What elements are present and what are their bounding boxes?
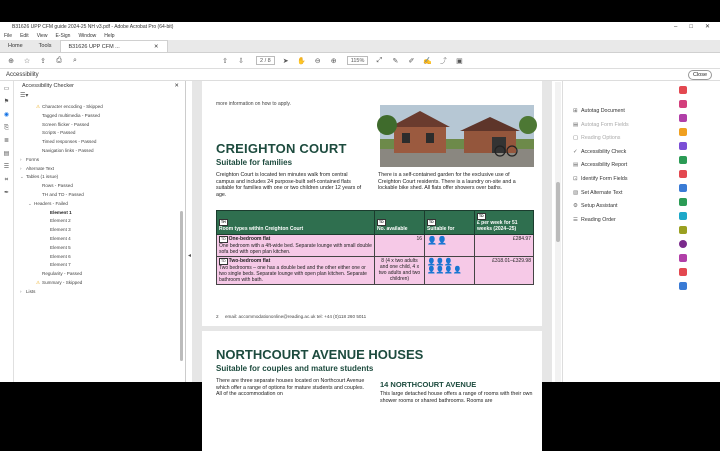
comment-tool-icon[interactable] <box>679 128 687 136</box>
maximize-icon[interactable]: □ <box>689 24 693 30</box>
pdf-page-3 <box>202 331 542 451</box>
section-heading-northcourt: NORTHCOURT AVENUE HOUSES <box>216 347 424 362</box>
alt-text-icon: ▧ <box>573 189 579 196</box>
checker-tree <box>14 103 186 297</box>
checker-tree-item[interactable] <box>14 279 186 288</box>
checker-tree-item[interactable] <box>14 173 186 182</box>
room-type-title: Two-bedroom flat <box>228 258 271 264</box>
context-bar <box>0 69 720 81</box>
table-cell <box>475 235 534 257</box>
status-icon: ⚠ <box>36 104 41 109</box>
table-row <box>217 257 534 285</box>
right-tools-rail <box>676 81 690 382</box>
tab-document[interactable] <box>60 40 168 52</box>
tag-label: TH <box>221 220 226 224</box>
checker-title: Accessibility Checker <box>22 83 74 89</box>
star-icon[interactable]: ☆ <box>23 57 31 65</box>
tag-label: TD <box>379 220 384 224</box>
context-title: Accessibility <box>6 72 39 78</box>
scrollbar-thumb[interactable] <box>556 182 560 242</box>
tool-set-alternate-text[interactable] <box>563 187 672 201</box>
checker-tree-item[interactable] <box>14 200 186 209</box>
form-fields-icon: ▤ <box>573 121 579 128</box>
bookmarks-icon[interactable]: ⚑ <box>3 99 10 105</box>
tag-label: TD <box>429 220 434 224</box>
checker-item-label: Element 1 <box>50 209 72 215</box>
checker-tree-item[interactable] <box>14 129 186 138</box>
attachments-icon[interactable]: ⎘ <box>4 125 9 131</box>
checker-item-label: Regularity - Passed <box>42 271 83 277</box>
create-pdf-icon[interactable] <box>679 100 687 108</box>
autotag-icon: ⊞ <box>573 108 578 114</box>
tool-label: Autotag Document <box>581 108 625 114</box>
pointer-icon[interactable]: ➤ <box>282 57 289 65</box>
checker-tree-item[interactable] <box>14 261 186 270</box>
tool-label: Setup Assistant <box>581 203 618 210</box>
scan-icon[interactable] <box>679 198 687 206</box>
tool-label: Autotag Form Fields <box>581 121 629 128</box>
checker-tree-item[interactable] <box>14 112 186 121</box>
status-icon: ⚠ <box>36 279 41 285</box>
checker-tree-item[interactable] <box>14 288 186 297</box>
table-cell <box>217 235 375 257</box>
edit-pdf-icon[interactable] <box>679 114 687 122</box>
table-cell <box>217 257 375 285</box>
left-nav-rail <box>0 81 14 382</box>
page-thumbnails-icon[interactable]: ▭ <box>3 86 10 92</box>
checker-item-label: Scripts - Passed <box>42 130 76 136</box>
combine-icon[interactable] <box>679 142 687 150</box>
checker-item-label: TH and TD - Passed <box>42 191 84 197</box>
table-header-text: £ per week for 51 weeks (2024–25) <box>477 220 518 232</box>
section-subheading-northcourt: Suitable for couples and mature students <box>216 364 374 373</box>
subsection-heading-14-northcourt: 14 NORTHCOURT AVENUE <box>380 380 477 389</box>
checker-tree-item[interactable] <box>14 156 186 165</box>
panel-close-icon[interactable]: ✕ <box>174 83 179 89</box>
options-menu-icon[interactable]: ☰▾ <box>20 93 29 99</box>
comment-icon[interactable]: ✎ <box>392 57 399 65</box>
checker-tree-item[interactable] <box>14 147 186 156</box>
northcourt-description: There are three separate houses located on Northcourt Avenue which offer a range of options for mature students and couples. All of the accommodation on <box>216 378 365 398</box>
zoom-in-icon[interactable]: ⊕ <box>330 57 337 65</box>
tool-label: Reading Options <box>581 135 621 142</box>
chevron-icon[interactable]: ⌄ <box>28 200 32 206</box>
checker-item-label: Summary - Skipped <box>42 279 83 285</box>
table-cell <box>375 235 425 257</box>
print-icon[interactable]: ⎙ <box>56 56 62 64</box>
price-value: £284.97 <box>512 236 531 242</box>
table-cell <box>425 257 475 285</box>
tool-identify-form-fields[interactable] <box>563 173 672 187</box>
creighton-amenities: There is a self-contained garden for the exclusive use of Creighton Court residents. There is a laundry on-site and a lockable bike shed. All flats offer showers over baths. <box>378 172 516 192</box>
creighton-description: Creighton Court is located ten minutes walk from central campus and includes 24 purpose-built self-contained flats suitable for families with one or two children under 12 years of age. <box>216 172 362 198</box>
hand-icon[interactable]: ✋ <box>297 57 307 65</box>
order-icon[interactable]: ☰ <box>3 164 10 170</box>
tool-reading-order[interactable] <box>563 214 672 228</box>
chevron-icon[interactable]: ⌄ <box>20 174 24 180</box>
checker-item-label: Element 6 <box>50 253 71 259</box>
checker-item-label: Navigation links - Passed <box>42 147 94 153</box>
stamp-icon[interactable]: ▣ <box>456 57 463 65</box>
menu-view[interactable]: View <box>36 33 48 39</box>
checker-tree-item[interactable] <box>14 103 186 112</box>
pdf-standards-icon[interactable] <box>679 268 687 276</box>
tool-label: Set Alternate Text <box>581 189 623 196</box>
building-photo <box>380 105 534 167</box>
table-header-cell <box>425 211 475 235</box>
checker-item-label: Headers - Failed <box>34 200 68 206</box>
checker-item-label: Element 4 <box>50 235 71 241</box>
protect-icon[interactable] <box>679 184 687 192</box>
section-heading-creighton: CREIGHTON COURT <box>216 141 347 156</box>
tags-icon[interactable]: ⌗ <box>4 177 9 183</box>
tag-label: TD <box>221 237 226 241</box>
checker-item-label: Screen flicker - Passed <box>42 121 90 127</box>
checker-item-label: Rows - Passed <box>42 183 73 189</box>
page-footer <box>216 314 366 319</box>
document-scrollbar[interactable] <box>555 82 561 382</box>
create-icon[interactable]: ⊕ <box>8 57 14 65</box>
accessibility-icon[interactable]: ◉ <box>3 112 10 118</box>
room-type-desc: Two bedrooms – one has a double bed and the other either one or two single beds. Separate lounge with open plan kitchen. Separate bathroom with bath. <box>219 265 367 283</box>
acrobat-window <box>0 22 720 404</box>
tool-accessibility-report[interactable] <box>563 159 672 173</box>
report-icon: ▤ <box>573 162 579 169</box>
people-icon: 👤👤 <box>427 236 447 245</box>
more-tools-icon[interactable] <box>679 282 687 290</box>
collapse-left-icon[interactable]: ◂ <box>188 253 192 259</box>
organize-icon[interactable] <box>679 156 687 164</box>
checker-item-label: Alternate Text <box>26 165 55 171</box>
reading-options-icon: ▢ <box>573 135 579 142</box>
chevron-icon[interactable]: › <box>20 156 22 162</box>
zoom-field[interactable]: 115% <box>347 56 369 65</box>
checker-tree-item[interactable] <box>14 226 186 235</box>
close-tool-button[interactable]: Close <box>688 70 712 80</box>
layers-icon[interactable]: ≣ <box>3 138 10 144</box>
accessibility-tools-panel <box>562 81 672 382</box>
price-value: £318.01–£329.98 <box>492 258 531 264</box>
content-icon[interactable]: ▤ <box>3 151 10 157</box>
menu-file[interactable]: File <box>4 33 13 39</box>
checker-tree-item[interactable] <box>14 209 186 218</box>
table-row <box>217 235 534 257</box>
room-type-desc: One bedroom with a 4ft-wide bed. Separate lounge with small double sofa bed with open plan kitchen. <box>219 243 372 255</box>
tool-setup-assistant[interactable] <box>563 200 672 214</box>
window-title: B31626 UPP CFM guide 2024-25 NH v3.pdf - Adobe Acrobat Pro (64-bit) <box>12 24 174 30</box>
menu-window[interactable]: Window <box>78 33 97 39</box>
room-type-title: One-bedroom flat <box>228 236 271 242</box>
page-total: / 8 <box>264 58 271 64</box>
available-count: 16 <box>416 236 422 242</box>
tool-label: Accessibility Report <box>581 162 628 169</box>
menu-bar <box>0 32 720 40</box>
search-icon[interactable]: ⌕ <box>73 56 77 64</box>
checker-item-label: Lists <box>26 288 36 294</box>
checker-tree-item[interactable] <box>14 270 186 279</box>
chevron-icon[interactable]: › <box>20 288 22 294</box>
footer-contact: email: accommodationonline@reading.ac.uk tel: +44 (0)118 260 5011 <box>224 314 367 319</box>
print-production-icon[interactable] <box>679 212 687 220</box>
table-header-text: Room types within Creighton Court <box>219 226 304 232</box>
document-view <box>192 81 552 404</box>
checker-item-label: Element 7 <box>50 262 71 268</box>
tool-accessibility-check[interactable] <box>563 146 672 160</box>
tool-autotag-document[interactable] <box>563 105 672 119</box>
page-current: 2 <box>260 58 264 64</box>
checker-item-label: Character encoding - Skipped <box>42 104 103 109</box>
checker-item-label: Element 2 <box>50 218 71 224</box>
page-down-icon[interactable]: ⇩ <box>238 57 244 65</box>
accessibility-checker-panel <box>14 81 186 382</box>
tag-label: TD <box>479 214 484 218</box>
sign-icon[interactable]: ✍ <box>423 57 432 65</box>
zoom-out-icon[interactable]: ⊖ <box>314 57 321 65</box>
main-toolbar <box>0 53 720 69</box>
tab-document-label: B31626 UPP CFM ... <box>68 44 120 50</box>
room-types-table <box>216 210 534 285</box>
forms-icon[interactable] <box>679 226 687 234</box>
page-number-field[interactable] <box>256 56 275 65</box>
share-icon[interactable]: ⤴ <box>439 57 447 65</box>
checker-item-label: Tagged multimedia - Passed <box>42 112 100 118</box>
table-header-cell <box>217 211 375 235</box>
footer-page-number: 2 <box>216 314 219 319</box>
tool-label: Accessibility Check <box>581 148 627 155</box>
table-header-text: Suitable for <box>427 226 455 232</box>
panel-scrollbar[interactable] <box>180 211 183 361</box>
table-header-cell <box>375 211 425 235</box>
assistant-icon: ⚙ <box>573 203 578 210</box>
checker-item-label: Timed responses - Passed <box>42 139 97 145</box>
rich-media-icon[interactable] <box>679 254 687 262</box>
checker-item-label: Tables (1 issue) <box>26 174 59 180</box>
tool-label: Identify Form Fields <box>581 175 628 182</box>
intro-text: more information on how to apply. <box>216 101 291 107</box>
menu-help[interactable]: Help <box>104 33 115 39</box>
section-subheading-creighton: Suitable for families <box>216 158 293 167</box>
page-up-icon[interactable]: ⇧ <box>222 57 228 65</box>
chevron-icon[interactable]: › <box>20 165 22 171</box>
table-header-cell <box>475 211 534 235</box>
menu-edit[interactable]: Edit <box>20 33 29 39</box>
check-icon: ✓ <box>573 148 578 155</box>
tab-home[interactable]: Home <box>8 43 23 49</box>
close-window-icon[interactable]: ✕ <box>704 24 710 30</box>
checker-tree-item[interactable] <box>14 235 186 244</box>
export-pdf-icon[interactable] <box>679 86 687 94</box>
checker-tree-item[interactable] <box>14 191 186 200</box>
northcourt-14-description: This large detached house offers a range of rooms with their own shower rooms or shared bathrooms. Rooms are <box>380 391 533 404</box>
checker-tree-item[interactable] <box>14 217 186 226</box>
checker-tree-item[interactable] <box>14 165 186 174</box>
highlight-icon[interactable]: ✐ <box>408 57 415 65</box>
tool-reading-options[interactable] <box>563 132 672 146</box>
title-bar <box>0 22 720 32</box>
table-cell <box>475 257 534 285</box>
tab-tools[interactable]: Tools <box>38 43 52 49</box>
pdf-page-2 <box>202 81 542 326</box>
checker-tree-item[interactable] <box>14 253 186 262</box>
tool-label: Reading Order <box>581 216 616 223</box>
identify-icon: ⊡ <box>573 175 578 182</box>
checker-item-label: Element 5 <box>50 244 71 250</box>
checker-item-label: Element 3 <box>50 227 71 233</box>
signatures-icon[interactable]: ✒ <box>3 190 10 196</box>
upload-icon[interactable]: ⇪ <box>40 57 46 65</box>
table-cell <box>425 235 475 257</box>
redact-icon[interactable] <box>679 170 687 178</box>
minimize-icon[interactable]: – <box>674 24 678 30</box>
checker-tree-item[interactable] <box>14 121 186 130</box>
checker-tree-item[interactable] <box>14 138 186 147</box>
table-header-text: No. available <box>377 226 408 232</box>
menu-esign[interactable]: E-Sign <box>55 33 71 39</box>
accessibility-tool-icon[interactable] <box>679 240 687 248</box>
checker-tree-item[interactable] <box>14 182 186 191</box>
available-count: 8 (4 x two adults and one child, 4 x two adults and two children) <box>378 258 421 282</box>
checker-item-label: Forms <box>26 156 40 162</box>
checker-tree-item[interactable] <box>14 244 186 253</box>
reading-order-icon: ☰ <box>573 216 578 223</box>
tool-autotag-form-fields[interactable] <box>563 119 672 133</box>
tag-label: TD <box>221 259 226 263</box>
fit-page-icon[interactable]: ⤢ <box>376 56 383 64</box>
tab-bar <box>0 40 720 53</box>
table-cell <box>375 257 425 285</box>
tab-close-icon[interactable]: ✕ <box>153 44 159 50</box>
people-icon: 👤👤👤 👤👤👤👤 <box>427 259 462 274</box>
